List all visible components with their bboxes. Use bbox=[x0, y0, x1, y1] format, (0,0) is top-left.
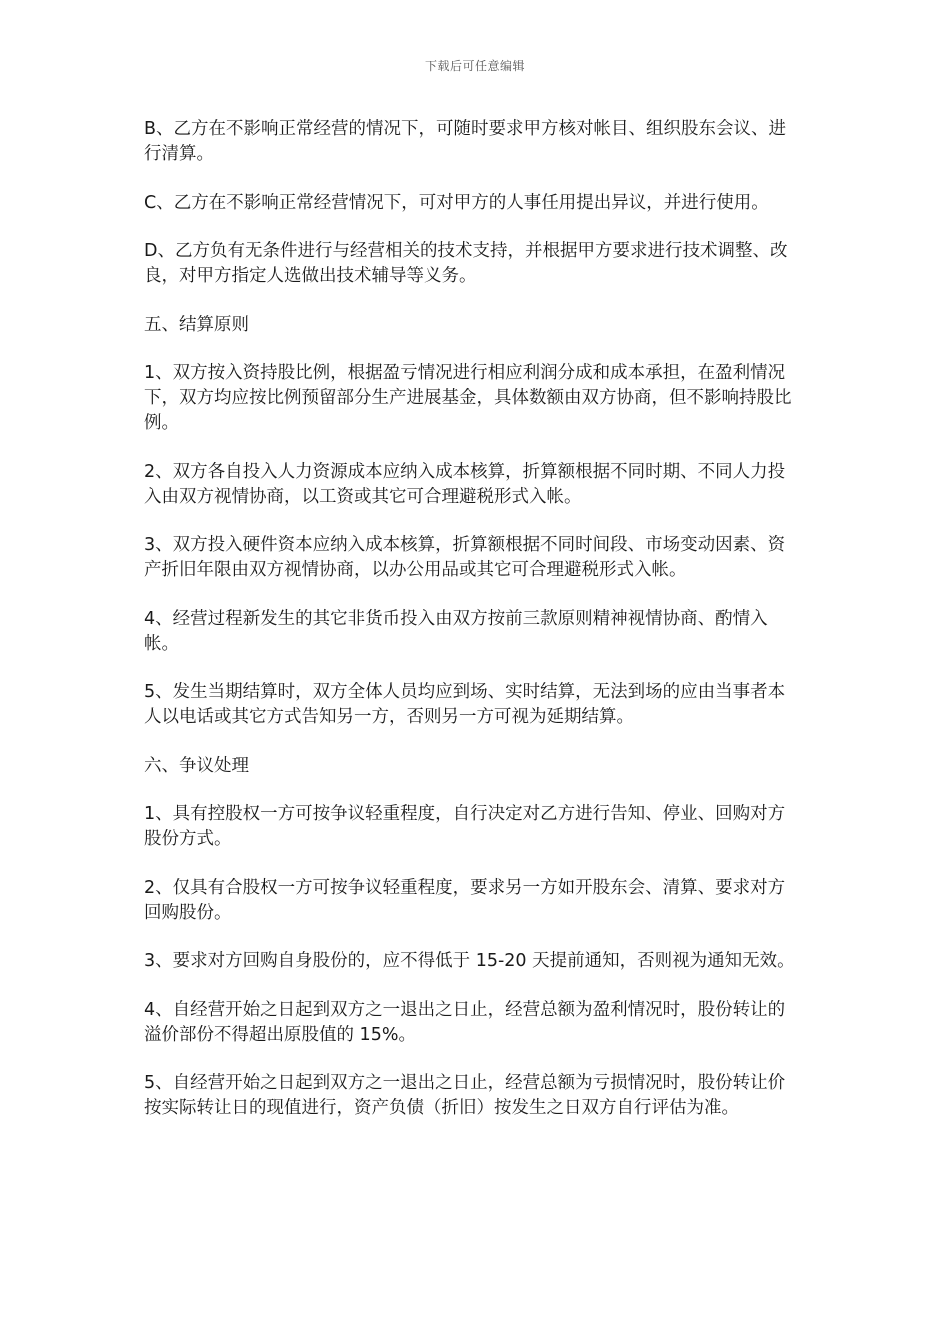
paragraph-clause-b: B、乙方在不影响正常经营的情况下，可随时要求甲方核对帐目、组织股东会议、进行清算。 bbox=[144, 119, 787, 164]
paragraph-settlement-3: 3、双方投入硬件资本应纳入成本核算，折算额根据不同时间段、市场变动因素、资产折旧年限由双方视情协商，以办公用品或其它可合理避税形式入帐。 bbox=[144, 535, 786, 580]
paragraph-settlement-2: 2、双方各自投入人力资源成本应纳入成本核算，折算额根据不同时期、不同人力投入由双方视情协商，以工资或其它可合理避税形式入帐。 bbox=[144, 461, 786, 507]
paragraph-dispute-3: 3、要求对方回购自身股份的，应不得低于 15-20 天提前通知，否则视为通知无效。 bbox=[144, 951, 795, 971]
paragraph-dispute-4: 4、自经营开始之日起到双方之一退出之日止，经营总额为盈利情况时，股份转让的溢价部份不得超出原股值的 15%。 bbox=[144, 999, 786, 1045]
paragraph-settlement-1: 1、双方按入资持股比例，根据盈亏情况进行相应利润分成和成本承担，在盈利情况下，双方均应按比例预留部分生产进展基金，具体数额由双方协商，但不影响持股比例。 bbox=[144, 363, 792, 433]
page-header: 下载后可任意编辑 bbox=[424, 59, 525, 73]
document-body bbox=[144, 117, 800, 1145]
paragraph-clause-d: D、乙方负有无条件进行与经营相关的技术支持，并根据甲方要求进行技术调整、改良，对甲方指定人选做出技术辅导等义务。 bbox=[144, 241, 788, 286]
paragraph-settlement-4: 4、经营过程新发生的其它非货币投入由双方按前三款原则精神视情协商、酌情入帐。 bbox=[144, 608, 768, 654]
paragraph-dispute-1: 1、具有控股权一方可按争议轻重程度，自行决定对乙方进行告知、停业、回购对方股份方式。 bbox=[144, 804, 786, 849]
section-heading-settlement: 五、结算原则 bbox=[144, 314, 249, 335]
section-heading-dispute: 六、争议处理 bbox=[144, 755, 249, 776]
paragraph-clause-c: C、乙方在不影响正常经营情况下，可对甲方的人事任用提出异议，并进行使用。 bbox=[144, 192, 769, 213]
paragraph-dispute-2: 2、仅具有合股权一方可按争议轻重程度，要求另一方如开股东会、清算、要求对方回购股份。 bbox=[144, 877, 786, 923]
paragraph-dispute-5: 5、自经营开始之日起到双方之一退出之日止，经营总额为亏损情况时，股份转让价按实际转让日的现值进行，资产负债（折旧）按发生之日双方自行评估为准。 bbox=[144, 1073, 786, 1118]
paragraph-settlement-5: 5、发生当期结算时，双方全体人员均应到场、实时结算，无法到场的应由当事者本人以电话或其它方式告知另一方，否则另一方可视为延期结算。 bbox=[144, 682, 786, 727]
